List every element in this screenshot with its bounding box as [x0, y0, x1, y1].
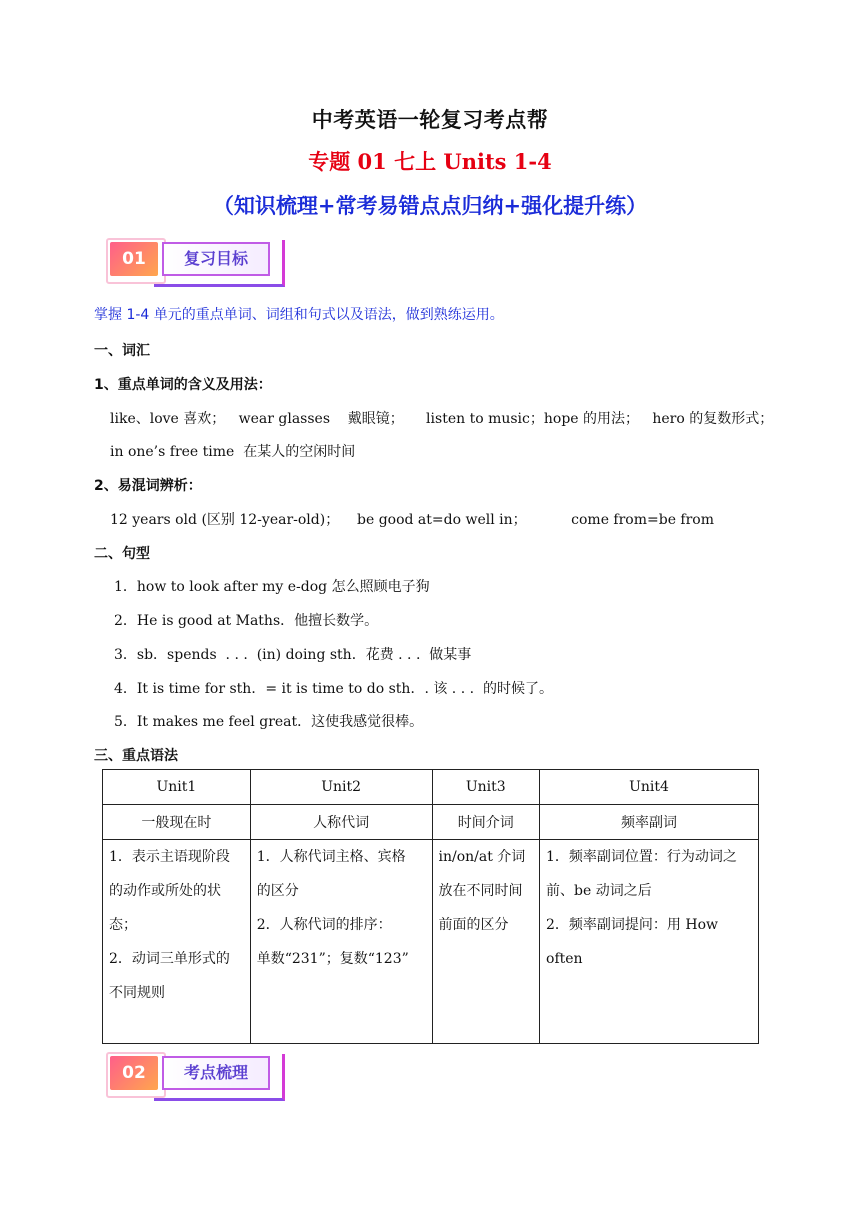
- topic-cell: 一般现在时: [103, 805, 251, 840]
- detail-cell: [432, 840, 540, 1044]
- detail-line: 前面的区分: [438, 917, 509, 933]
- topic-title: 专题 01 七上 Units 1-4: [308, 149, 552, 174]
- unit-header: Unit4: [540, 770, 759, 805]
- detail-line: 1．频率副词位置：行为动词之: [546, 849, 737, 865]
- detail-cell: [103, 840, 251, 1044]
- detail-line: 不同规则: [109, 985, 165, 1001]
- sentence-item: 4．It is time for sth．= it is time to do sth．. 该 . . . 的时候了。: [114, 681, 553, 697]
- document-subtitle: （知识梳理+常考易错点点归纳+强化提升练）: [212, 193, 648, 218]
- detail-line: in/on/at 介词: [438, 849, 526, 865]
- section-label: 复习目标: [162, 242, 270, 276]
- detail-line: 的区分: [256, 883, 299, 899]
- grammar-table: [102, 769, 759, 1044]
- topic-cell: 时间介词: [432, 805, 540, 840]
- sentence-heading: 二、句型: [94, 546, 150, 562]
- detail-line: 1．表示主语现阶段: [109, 849, 230, 865]
- detail-line: 单数“231”；复数“123”: [256, 951, 409, 967]
- vocab-heading: 一、词汇: [94, 343, 150, 359]
- detail-line: 1．人称代词主格、宾格: [256, 849, 406, 865]
- goal-text: 掌握 1-4 单元的重点单词、词组和句式以及语法，做到熟练运用。: [94, 307, 504, 323]
- section-badge-review-goals: [108, 234, 286, 290]
- unit-header: Unit3: [432, 770, 540, 805]
- table-row: [103, 840, 759, 1044]
- vocab-sub2-heading: 2、易混词辨析：: [94, 478, 202, 494]
- detail-line: 的动作或所处的状: [109, 883, 221, 899]
- vocab-sub1-heading: 1、重点单词的含义及用法：: [94, 377, 272, 393]
- detail-line: 2．动词三单形式的: [109, 951, 230, 967]
- detail-line: 放在不同时间: [438, 883, 523, 899]
- grammar-heading: 三、重点语法: [94, 748, 178, 764]
- detail-cell: [540, 840, 759, 1044]
- unit-header: Unit1: [103, 770, 251, 805]
- vocab-sub1-line2: in one’s free time 在某人的空闲时间: [110, 444, 356, 460]
- detail-line: 前、be 动词之后: [546, 883, 652, 899]
- sentence-item: 5．It makes me feel great．这使我感觉很棒。: [114, 714, 424, 730]
- detail-line: 态；: [109, 917, 137, 933]
- detail-cell: [250, 840, 432, 1044]
- section-badge-key-points: [108, 1048, 286, 1104]
- section-label: 考点梳理: [162, 1056, 270, 1090]
- section-number: 02: [110, 1056, 158, 1090]
- detail-line: 2．频率副词提问：用 How often: [546, 917, 718, 967]
- sentence-item: 3．sb．spends . . . (in) doing sth．花费 . . . 做某事: [114, 647, 472, 663]
- unit-header: Unit2: [250, 770, 432, 805]
- document-title: 中考英语一轮复习考点帮: [311, 107, 549, 132]
- topic-cell: 频率副词: [540, 805, 759, 840]
- table-row: [103, 805, 759, 840]
- vocab-sub1-line1: like、love 喜欢； wear glasses 戴眼镜； listen to music；hope 的用法； hero 的复数形式；: [110, 411, 774, 427]
- detail-line: 2．人称代词的排序：: [256, 917, 392, 933]
- table-row: [103, 770, 759, 805]
- section-number: 01: [110, 242, 158, 276]
- vocab-sub2-line1: 12 years old (区别 12-year-old)； be good at=do well in； come from=be from: [110, 512, 715, 528]
- topic-cell: 人称代词: [250, 805, 432, 840]
- sentence-item: 2．He is good at Maths．他擅长数学。: [114, 613, 379, 629]
- sentence-item: 1．how to look after my e-dog 怎么照顾电子狗: [114, 579, 430, 595]
